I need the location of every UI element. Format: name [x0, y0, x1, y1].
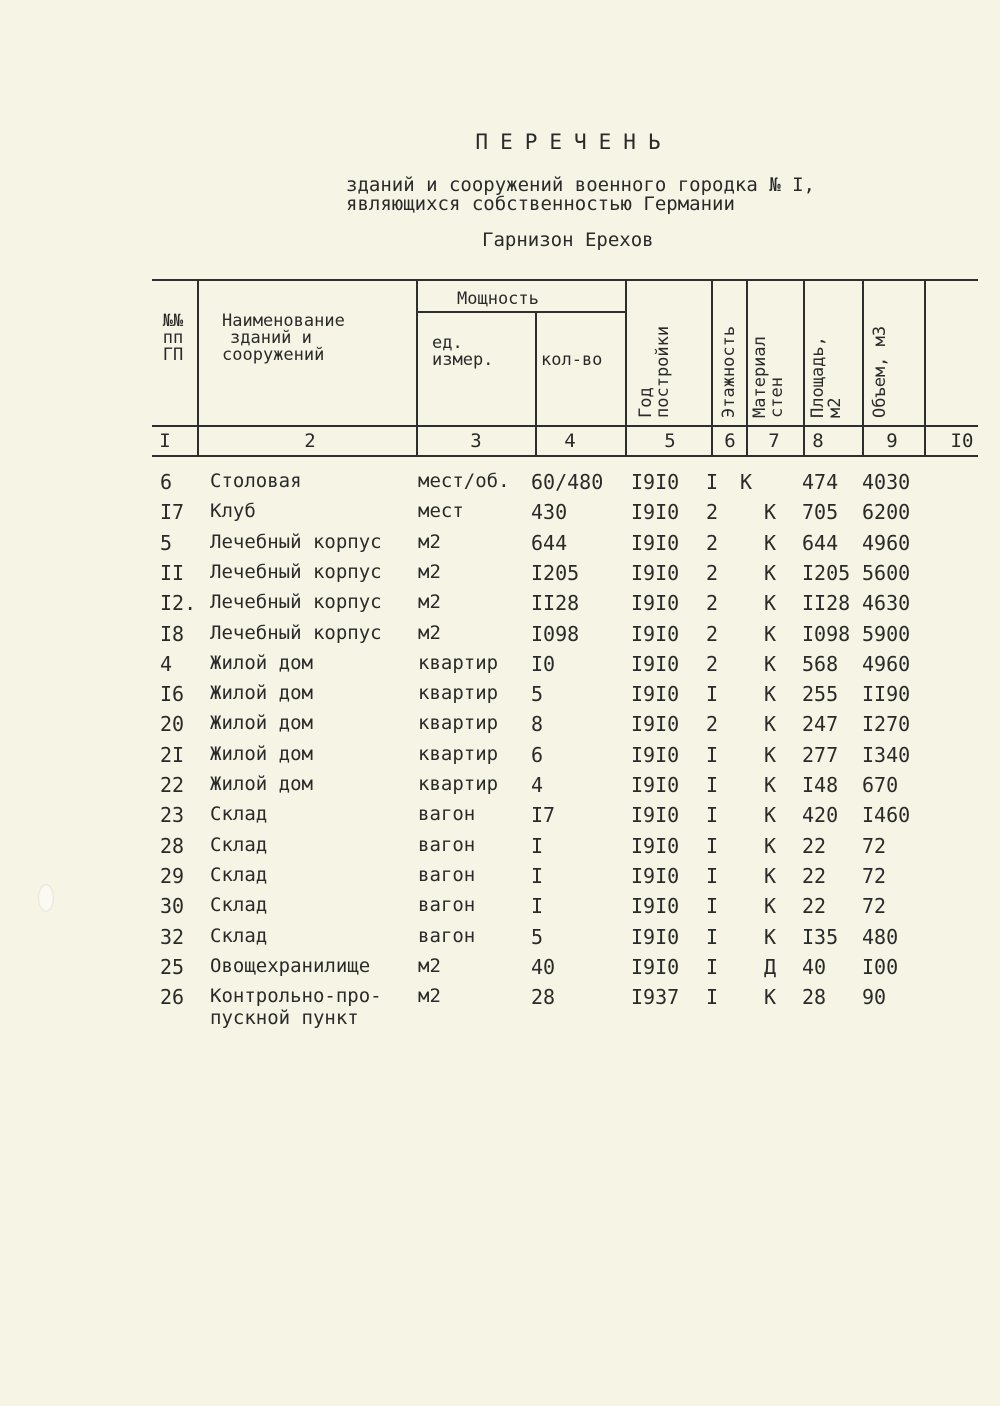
row-material: К — [764, 651, 777, 676]
row-material: К — [764, 924, 777, 949]
row-volume: I00 — [862, 954, 899, 979]
row-area: 255 — [802, 682, 839, 707]
column-number: 6 — [724, 430, 736, 452]
row-qty: 6 — [531, 742, 544, 767]
row-number: 20 — [160, 712, 185, 737]
column-number: 4 — [564, 430, 576, 452]
row-material: К — [764, 863, 777, 888]
row-volume: 72 — [862, 894, 887, 919]
col-divider-7 — [803, 279, 805, 457]
row-volume: I340 — [862, 742, 911, 767]
garrison-name: Гарнизон Ерехов — [482, 229, 654, 251]
header-year-line: постройки — [653, 325, 673, 418]
row-area: 22 — [802, 833, 827, 858]
table-row — [0, 470, 1000, 500]
row-qty: 4 — [531, 773, 544, 797]
row-year: I9I0 — [631, 894, 680, 919]
table-top-border — [152, 279, 978, 281]
header-qty: кол-во — [541, 350, 603, 370]
row-number: 29 — [160, 863, 185, 888]
header-num — [158, 313, 188, 364]
row-year: I9I0 — [631, 773, 680, 797]
row-floors: 2 — [706, 712, 719, 737]
row-name: Овощехранилище — [210, 954, 371, 977]
row-name: Склад — [210, 894, 268, 917]
table-row — [0, 803, 1000, 833]
table-row — [0, 834, 1000, 864]
row-material: К — [764, 773, 777, 797]
row-material: К — [764, 682, 777, 707]
row-number: 26 — [160, 985, 185, 1010]
row-number: 4 — [160, 651, 173, 676]
row-volume: 4630 — [862, 591, 911, 616]
row-unit: м2 — [418, 954, 441, 977]
row-name: Жилой дом — [210, 682, 313, 705]
row-number: 2I — [160, 742, 185, 767]
row-area: 568 — [802, 651, 839, 676]
row-area: 644 — [802, 530, 839, 555]
row-year: I9I0 — [631, 803, 680, 828]
row-qty: II28 — [531, 591, 580, 616]
row-unit: вагон — [418, 803, 476, 826]
table-row — [0, 561, 1000, 591]
row-volume: II90 — [862, 682, 911, 707]
row-name: Жилой дом — [210, 773, 313, 795]
row-qty: I098 — [531, 621, 580, 646]
row-volume: 72 — [862, 863, 887, 888]
capacity-divider — [418, 311, 626, 313]
column-number: 7 — [768, 430, 780, 452]
header-name-line: зданий и — [230, 328, 312, 348]
row-name: Лечебный корпус — [210, 560, 382, 583]
table-row — [0, 773, 1000, 803]
row-qty: 5 — [531, 924, 544, 949]
row-material: К — [764, 803, 777, 828]
document-title: ПЕРЕЧЕНЬ — [475, 130, 673, 154]
row-year: I9I0 — [631, 621, 680, 646]
row-name: Столовая — [210, 470, 302, 492]
header-num-line: ГП — [162, 345, 184, 365]
row-year: I9I0 — [631, 742, 680, 767]
row-area: I205 — [802, 560, 851, 585]
row-floors: I — [706, 742, 719, 767]
header-material-line: Материал — [750, 336, 770, 418]
row-floors: I — [706, 985, 719, 1010]
row-year: I9I0 — [631, 530, 680, 555]
row-area: I35 — [802, 924, 839, 949]
column-number: 9 — [886, 430, 898, 452]
row-year: I9I0 — [631, 954, 680, 979]
row-number: 22 — [160, 773, 185, 797]
row-material: К — [764, 712, 777, 737]
table-row — [0, 955, 1000, 985]
row-qty: 8 — [531, 712, 544, 737]
row-unit: квартир — [418, 773, 499, 795]
row-volume: 6200 — [862, 500, 911, 525]
row-volume: 4960 — [862, 651, 911, 676]
subtitle-line-2: являющихся собственностью Германии — [346, 193, 735, 215]
row-volume: 90 — [862, 985, 887, 1010]
row-number: I2. — [160, 591, 197, 616]
row-volume: 5900 — [862, 621, 911, 646]
column-number-border — [152, 455, 978, 457]
row-area: II28 — [802, 591, 851, 616]
header-year — [638, 326, 672, 418]
row-name: Жилой дом — [210, 712, 313, 735]
header-material-line: стен — [767, 377, 787, 418]
column-number: 3 — [470, 430, 482, 452]
row-material: К — [764, 742, 777, 767]
row-material: К — [764, 591, 777, 616]
row-unit: м2 — [418, 560, 441, 583]
row-year: I9I0 — [631, 833, 680, 858]
row-name: Склад — [210, 924, 268, 947]
row-material: К — [764, 500, 777, 525]
row-floors: 2 — [706, 560, 719, 585]
row-year: I9I0 — [631, 560, 680, 585]
row-unit: м2 — [418, 621, 441, 644]
row-floors: I — [706, 803, 719, 828]
row-qty: I7 — [531, 803, 556, 828]
row-year: I9I0 — [631, 470, 680, 494]
header-area — [810, 336, 844, 418]
header-volume: Объем, м3 — [870, 325, 890, 418]
row-year: I9I0 — [631, 591, 680, 616]
col-divider-3 — [535, 311, 537, 457]
row-unit: вагон — [418, 833, 476, 856]
header-num-line: пп — [162, 328, 184, 348]
row-floors: 2 — [706, 621, 719, 646]
row-material: К — [764, 560, 777, 585]
table-row — [0, 712, 1000, 742]
row-number: 30 — [160, 894, 185, 919]
header-name-line: сооружений — [222, 345, 325, 365]
row-unit: квартир — [418, 712, 499, 735]
row-unit: мест/об. — [418, 470, 510, 492]
row-floors: I — [706, 863, 719, 888]
row-volume: 4960 — [862, 530, 911, 555]
row-area: 22 — [802, 863, 827, 888]
header-material — [752, 336, 786, 418]
row-qty: 430 — [531, 500, 568, 525]
column-number: I0 — [950, 430, 974, 452]
row-unit: квартир — [418, 682, 499, 705]
row-volume: 72 — [862, 833, 887, 858]
row-name: Лечебный корпус — [210, 621, 382, 644]
header-capacity: Мощность — [457, 289, 539, 309]
header-unit — [432, 335, 493, 369]
row-floors: I — [706, 954, 719, 979]
row-volume: I460 — [862, 803, 911, 828]
row-qty: I205 — [531, 560, 580, 585]
row-year: I9I0 — [631, 500, 680, 525]
row-area: 474 — [802, 470, 839, 494]
row-floors: I — [706, 833, 719, 858]
row-area: 277 — [802, 742, 839, 767]
row-material: Д — [764, 954, 777, 979]
row-unit: м2 — [418, 591, 441, 614]
table-row — [0, 743, 1000, 773]
row-area: 40 — [802, 954, 827, 979]
row-number: II — [160, 560, 185, 585]
header-year-line: Год — [636, 387, 656, 418]
row-year: I9I0 — [631, 863, 680, 888]
row-unit: квартир — [418, 651, 499, 674]
table-row — [0, 985, 1000, 1030]
row-floors: I — [706, 894, 719, 919]
row-area: 247 — [802, 712, 839, 737]
row-unit: вагон — [418, 894, 476, 917]
header-area-line: м2 — [825, 397, 845, 418]
table-row — [0, 531, 1000, 561]
row-number: I6 — [160, 682, 185, 707]
row-area: 420 — [802, 803, 839, 828]
row-unit: вагон — [418, 863, 476, 886]
row-number: 25 — [160, 954, 185, 979]
row-number: 23 — [160, 803, 185, 828]
header-name — [222, 313, 345, 364]
col-divider-9 — [924, 279, 926, 457]
document-subtitle — [346, 176, 906, 214]
row-floors: I — [706, 773, 719, 797]
column-number: 2 — [304, 430, 316, 452]
subtitle-line-1: зданий и сооружений военного городка № I, — [346, 174, 815, 196]
row-qty: I — [531, 894, 544, 919]
row-floors: I — [706, 470, 719, 494]
header-unit-line: ед. — [432, 333, 463, 353]
row-year: I9I0 — [631, 924, 680, 949]
row-year: I937 — [631, 985, 680, 1010]
header-name-line: Наименование — [222, 311, 345, 331]
row-name: Лечебный корпус — [210, 591, 382, 614]
row-name: Склад — [210, 833, 268, 856]
row-name: Жилой дом — [210, 651, 313, 674]
header-floors: Этажность — [719, 325, 739, 418]
col-divider-6 — [746, 279, 748, 457]
col-divider-5 — [711, 279, 713, 457]
row-volume: 480 — [862, 924, 899, 949]
col-divider-2 — [416, 279, 418, 457]
row-material: К — [764, 621, 777, 646]
table-row — [0, 622, 1000, 652]
row-year: I9I0 — [631, 712, 680, 737]
row-number: I7 — [160, 500, 185, 525]
header-num-line: №№ — [162, 311, 184, 331]
row-qty: 644 — [531, 530, 568, 555]
row-qty: I — [531, 863, 544, 888]
column-number: 5 — [664, 430, 676, 452]
row-unit: вагон — [418, 924, 476, 947]
col-divider-4 — [625, 279, 627, 457]
row-unit: м2 — [418, 985, 441, 1008]
row-name: Клуб — [210, 500, 256, 523]
row-number: 32 — [160, 924, 185, 949]
row-volume: I270 — [862, 712, 911, 737]
row-area: 28 — [802, 985, 827, 1010]
header-unit-line: измер. — [432, 350, 494, 370]
row-material: К — [764, 833, 777, 858]
row-floors: I — [706, 924, 719, 949]
table-row — [0, 682, 1000, 712]
row-qty: 40 — [531, 954, 556, 979]
row-volume: 670 — [862, 773, 899, 797]
row-qty: I0 — [531, 651, 556, 676]
table-row — [0, 894, 1000, 924]
row-floors: 2 — [706, 591, 719, 616]
table-row — [0, 864, 1000, 894]
row-number: 5 — [160, 530, 173, 555]
row-material: К — [764, 894, 777, 919]
row-name: Склад — [210, 863, 268, 886]
col-divider-1 — [197, 279, 199, 457]
row-qty: 5 — [531, 682, 544, 707]
row-qty: 28 — [531, 985, 556, 1010]
row-material: К — [740, 470, 753, 494]
column-number: 8 — [812, 430, 824, 452]
header-bottom-border — [152, 425, 978, 427]
row-material: К — [764, 985, 777, 1010]
table-row — [0, 652, 1000, 682]
table-row — [0, 500, 1000, 530]
column-number: I — [159, 430, 171, 452]
row-floors: 2 — [706, 530, 719, 555]
row-unit: м2 — [418, 530, 441, 553]
row-unit: мест — [418, 500, 464, 523]
row-name: Контрольно-про- пускной пункт — [210, 985, 382, 1030]
row-qty: I — [531, 833, 544, 858]
table-row — [0, 591, 1000, 621]
row-floors: I — [706, 682, 719, 707]
row-number: 28 — [160, 833, 185, 858]
row-number: 6 — [160, 470, 173, 494]
row-volume: 4030 — [862, 470, 911, 494]
row-unit: квартир — [418, 742, 499, 765]
row-floors: 2 — [706, 651, 719, 676]
table-row — [0, 925, 1000, 955]
row-name: Склад — [210, 803, 268, 826]
row-year: I9I0 — [631, 682, 680, 707]
row-name: Жилой дом — [210, 742, 313, 765]
row-area: 22 — [802, 894, 827, 919]
row-qty: 60/480 — [531, 470, 604, 494]
row-name: Лечебный корпус — [210, 530, 382, 553]
row-area: 705 — [802, 500, 839, 525]
row-number: I8 — [160, 621, 185, 646]
row-year: I9I0 — [631, 651, 680, 676]
row-material: К — [764, 530, 777, 555]
row-volume: 5600 — [862, 560, 911, 585]
col-divider-8 — [862, 279, 864, 457]
row-area: I098 — [802, 621, 851, 646]
row-floors: 2 — [706, 500, 719, 525]
header-area-line: Площадь, — [808, 336, 828, 418]
row-area: I48 — [802, 773, 839, 797]
